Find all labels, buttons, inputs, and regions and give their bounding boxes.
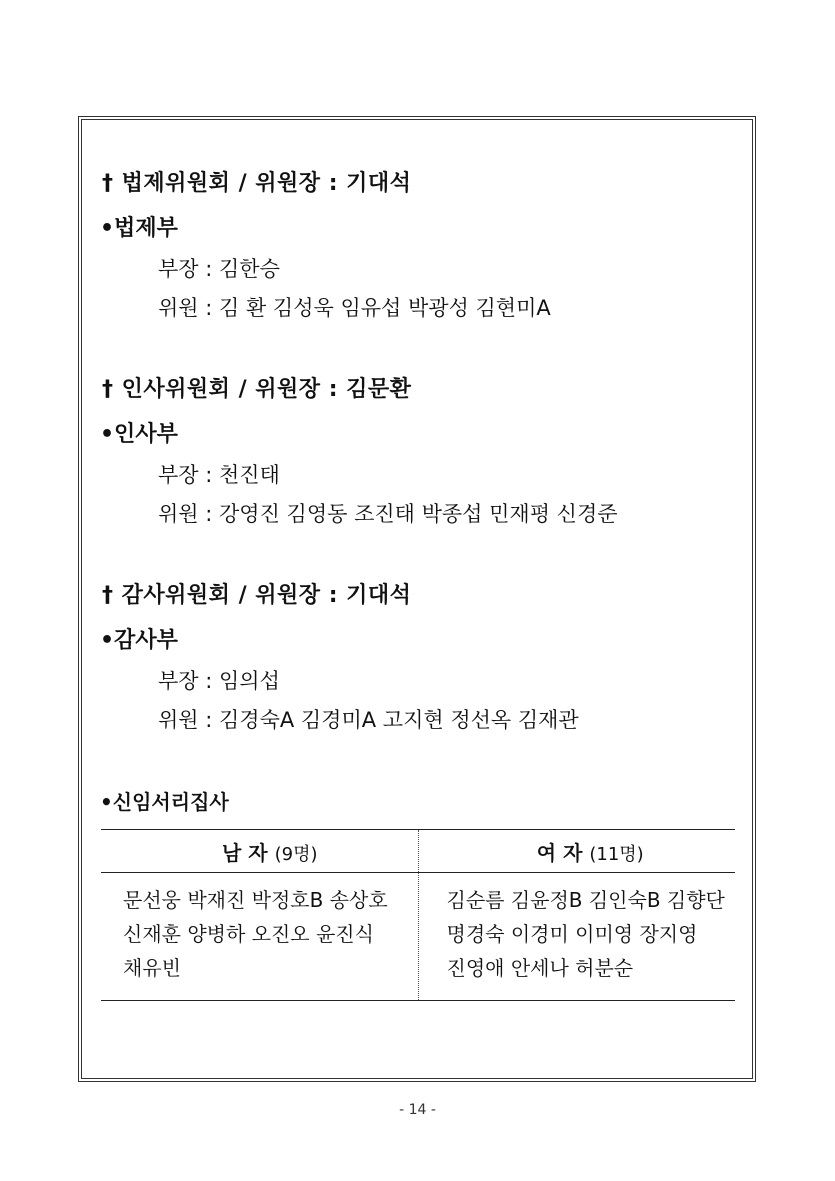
committee-heading-audit: † 감사위원회 / 위원장 : 기대석 <box>102 583 412 608</box>
department-members-audit: 위원 : 김경숙A 김경미A 고지현 정선옥 김재관 <box>158 708 579 732</box>
committee-heading-law: † 법제위원회 / 위원장 : 기대석 <box>102 171 412 196</box>
department-head-personnel: 부장 : 천진태 <box>158 463 280 487</box>
department-members-personnel: 위원 : 강영진 김영동 조진태 박종섭 민재평 신경준 <box>158 502 618 526</box>
female-count: (11명) <box>589 843 644 865</box>
page-number: - 14 - <box>399 1102 436 1118</box>
committee-heading-personnel: † 인사위원회 / 위원장 : 김문환 <box>102 377 412 402</box>
female-column-header <box>418 830 735 873</box>
male-names-cell <box>101 873 418 1001</box>
male-header-label: 남 자 <box>222 840 268 865</box>
female-names-line: 명경숙 이경미 이미영 장지영 <box>446 922 698 946</box>
department-audit: •감사부 <box>100 628 178 653</box>
department-head-audit: 부장 : 임의섭 <box>158 669 280 693</box>
deacons-heading: •신임서리집사 <box>100 790 229 814</box>
department-law: •법제부 <box>100 216 178 241</box>
male-names-line: 채유빈 <box>123 956 181 980</box>
department-members-law: 위원 : 김 환 김성욱 임유섭 박광성 김현미A <box>158 296 551 320</box>
deacons-table <box>101 829 735 1001</box>
male-column-header <box>101 830 418 873</box>
male-names-line: 문선웅 박재진 박정호B 송상호 <box>123 888 388 912</box>
department-head-law: 부장 : 김한승 <box>158 257 280 281</box>
female-names-line: 김순름 김윤정B 김인숙B 김향단 <box>446 888 725 912</box>
department-personnel: •인사부 <box>100 422 178 447</box>
female-names-cell <box>418 873 735 1001</box>
female-names-line: 진영애 안세나 허분순 <box>446 956 634 980</box>
female-header-label: 여 자 <box>536 840 583 865</box>
male-names-line: 신재훈 양병하 오진오 윤진식 <box>123 922 374 946</box>
male-count: (9명) <box>274 843 318 865</box>
